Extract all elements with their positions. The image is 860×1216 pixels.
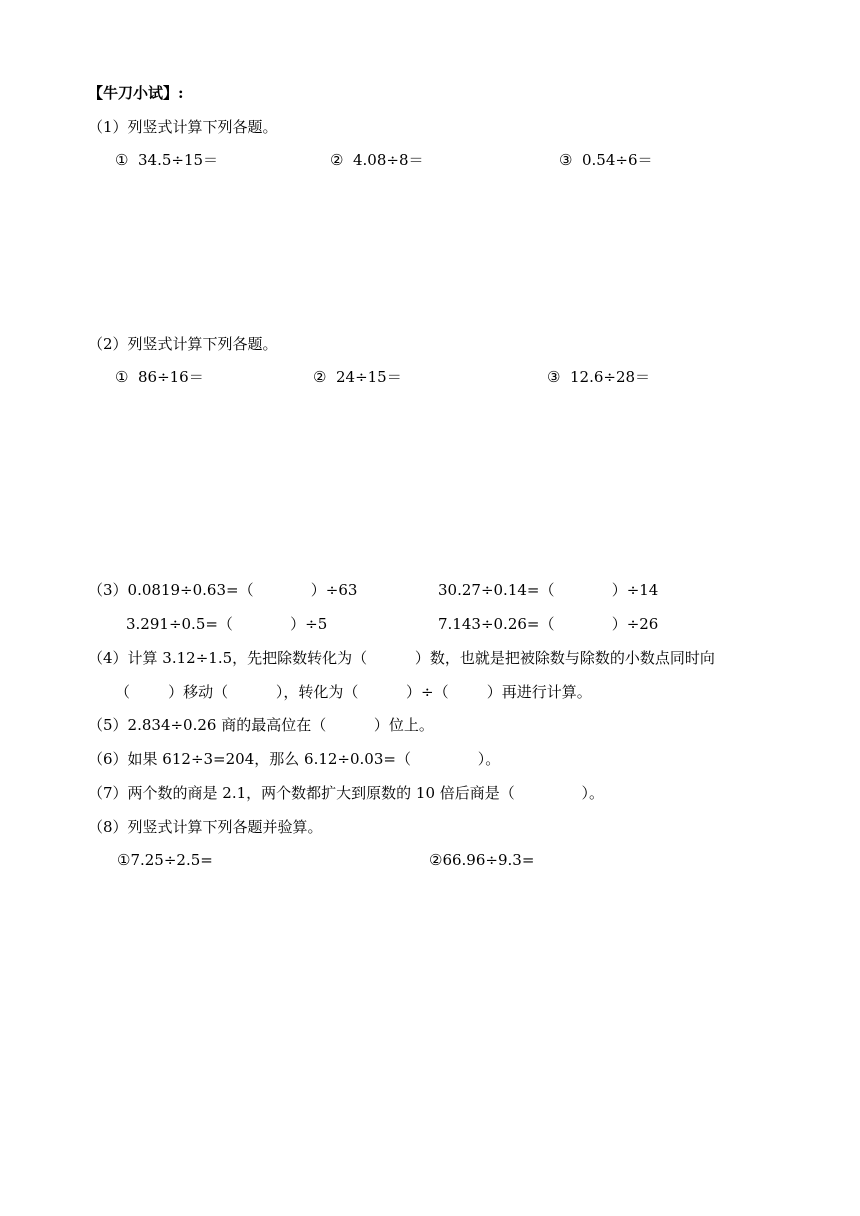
question-2-heading: （2）列竖式计算下列各题。 xyxy=(88,335,278,353)
question-8-item-2: ②66.96÷9.3= xyxy=(429,851,535,869)
section-title: 【牛刀小试】: xyxy=(88,84,184,102)
question-7: （7）两个数的商是 2.1，两个数都扩大到原数的 10 倍后商是（ ）。 xyxy=(88,784,605,802)
question-4-line-2: （ ）移动（ ），转化为（ ）÷（ ）再进行计算。 xyxy=(115,683,592,701)
question-1-item-2: ② 4.08÷8＝ xyxy=(330,151,424,169)
question-1-item-3: ③ 0.54÷6＝ xyxy=(559,151,653,169)
question-1-item-1: ① 34.5÷15＝ xyxy=(115,151,219,169)
question-1-heading: （1）列竖式计算下列各题。 xyxy=(88,118,278,136)
question-3-row-1-left: （3）0.0819÷0.63=（ ）÷63 xyxy=(88,581,358,599)
question-5: （5）2.834÷0.26 商的最高位在（ ）位上。 xyxy=(88,716,434,734)
question-6: （6）如果 612÷3=204，那么 6.12÷0.03=（ ）。 xyxy=(88,750,501,768)
question-3-row-1-right: 30.27÷0.14=（ ）÷14 xyxy=(438,581,659,599)
question-8-item-1: ①7.25÷2.5= xyxy=(117,851,213,869)
question-4-line-1: （4）计算 3.12÷1.5，先把除数转化为（ ）数，也就是把被除数与除数的小数点同时向 xyxy=(88,649,715,667)
question-3-row-2-left: 3.291÷0.5=（ ）÷5 xyxy=(126,615,328,633)
question-2-item-1: ① 86÷16＝ xyxy=(115,368,204,386)
question-2-item-3: ③ 12.6÷28＝ xyxy=(547,368,651,386)
question-3-row-2-right: 7.143÷0.26=（ ）÷26 xyxy=(438,615,659,633)
question-2-item-2: ② 24÷15＝ xyxy=(313,368,402,386)
question-8-heading: （8）列竖式计算下列各题并验算。 xyxy=(88,818,323,836)
